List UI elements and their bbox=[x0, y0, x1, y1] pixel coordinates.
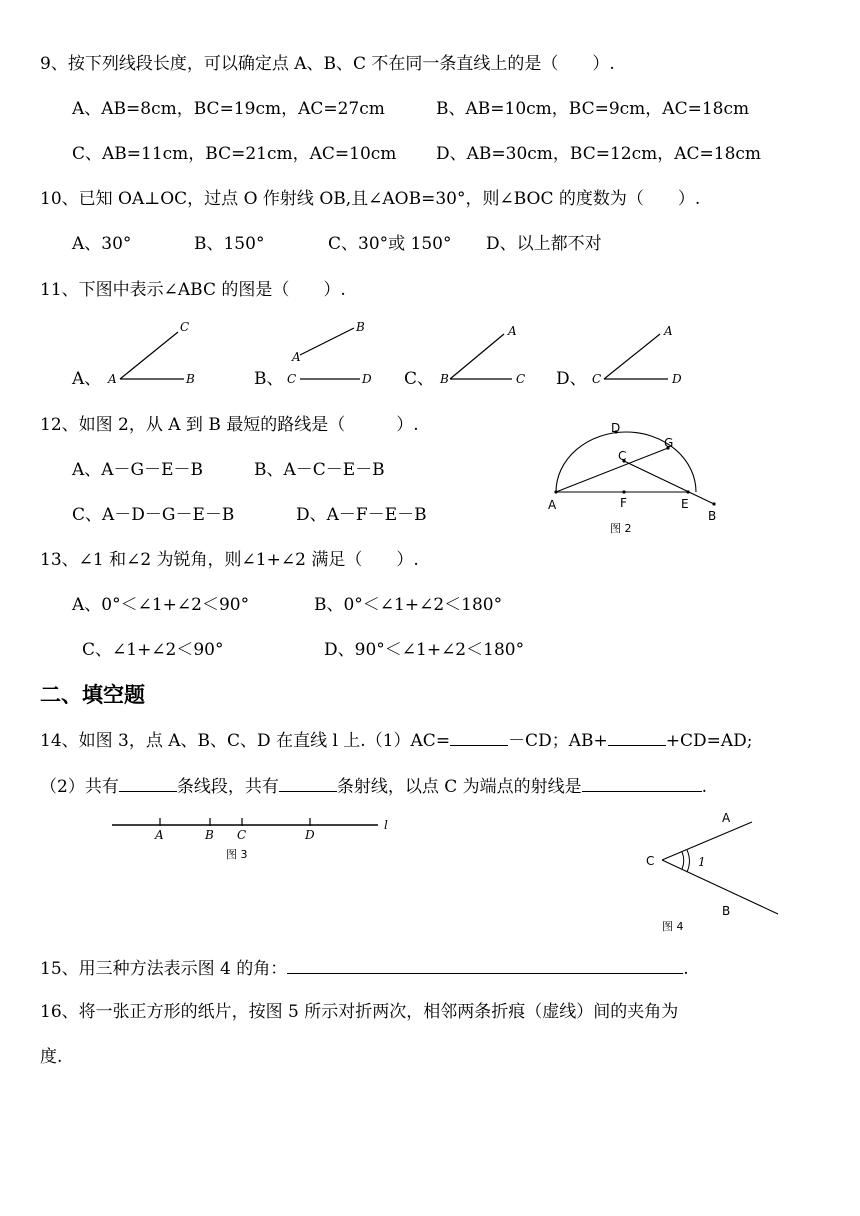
q13-option-a: A、0°＜∠1+∠2＜90° bbox=[72, 595, 250, 615]
q11-figure-b bbox=[284, 318, 384, 388]
q13-option-b: B、0°＜∠1+∠2＜180° bbox=[314, 595, 503, 615]
q11c-label-b: B bbox=[440, 372, 449, 386]
q15-text-2: . bbox=[683, 959, 689, 979]
q11-figure-c bbox=[438, 318, 538, 388]
fig2-label-f: F bbox=[620, 496, 627, 510]
fig4-label-b: B bbox=[722, 904, 731, 918]
fig2-label-a: A bbox=[548, 498, 557, 512]
q11-option-d: D、 bbox=[556, 369, 587, 389]
q14-line-2 bbox=[40, 773, 707, 799]
section-title-fill-in: 二、填空题 bbox=[40, 683, 145, 707]
q14-blank-3[interactable] bbox=[119, 773, 177, 792]
q12-option-c: C、A－D－G－E－B bbox=[72, 505, 235, 525]
q14-blank-1[interactable] bbox=[450, 727, 508, 746]
fig4-caption: 图 4 bbox=[662, 920, 684, 933]
q9-option-d: D、AB=30cm，BC=12cm，AC=18cm bbox=[436, 144, 762, 164]
q14-blank-5[interactable] bbox=[582, 773, 702, 792]
q13-option-c: C、∠1+∠2＜90° bbox=[82, 640, 224, 660]
q15-blank[interactable] bbox=[287, 955, 683, 974]
fig2-label-g: G bbox=[664, 436, 674, 450]
fig2-label-c: C bbox=[618, 449, 627, 463]
q12-figure-2 bbox=[540, 418, 730, 538]
q11d-label-c: C bbox=[592, 372, 602, 386]
q10-stem: 10、已知 OA⊥OC，过点 O 作射线 OB,且∠AOB=30°，则∠BOC 的度数为（ ）. bbox=[40, 189, 701, 209]
q9-stem: 9、按下列线段长度，可以确定点 A、B、C 不在同一条直线上的是（ ）. bbox=[40, 54, 615, 74]
fig3-label-d: D bbox=[305, 828, 315, 842]
q14-text-2: －CD；AB+ bbox=[508, 731, 608, 751]
q9-option-c: C、AB=11cm，BC=21cm，AC=10cm bbox=[72, 144, 397, 164]
fig3-label-b: B bbox=[205, 828, 214, 842]
q14-text-7: . bbox=[701, 777, 708, 797]
q12-stem: 12、如图 2，从 A 到 B 最短的路线是（ ）. bbox=[40, 415, 419, 435]
fig3-label-a: A bbox=[155, 828, 164, 842]
q11a-label-c: C bbox=[180, 320, 190, 334]
q14-text-6: 条射线，以点 C 为端点的射线是 bbox=[336, 777, 582, 797]
q10-option-c: C、30°或 150° bbox=[328, 234, 452, 254]
q13-stem: 13、∠1 和∠2 为锐角，则∠1+∠2 满足（ ）. bbox=[40, 550, 419, 570]
q9-option-a: A、AB=8cm，BC=19cm，AC=27cm bbox=[72, 99, 385, 119]
q11-option-b: B、 bbox=[254, 369, 284, 389]
q12-option-d: D、A－F－E－B bbox=[296, 505, 427, 525]
q12-option-a: A、A－G－E－B bbox=[72, 460, 204, 480]
q11-option-c: C、 bbox=[404, 369, 435, 389]
fig2-caption: 图 2 bbox=[610, 522, 632, 535]
q16-line-1: 16、将一张正方形的纸片，按图 5 所示对折两次，相邻两条折痕（虚线）间的夹角为 bbox=[40, 1002, 679, 1022]
q15-text-1: 15、用三种方法表示图 4 的角： bbox=[40, 959, 288, 979]
q11-figure-d bbox=[590, 318, 690, 388]
q9-option-b: B、AB=10cm，BC=9cm，AC=18cm bbox=[436, 99, 750, 119]
q11-stem: 11、下图中表示∠ABC 的图是（ ）. bbox=[40, 280, 346, 300]
q11c-label-a: A bbox=[508, 324, 517, 338]
q11b-label-c: C bbox=[287, 372, 297, 386]
q10-option-d: D、以上都不对 bbox=[486, 234, 602, 254]
q11-option-a: A、 bbox=[72, 369, 102, 389]
fig3-label-c: C bbox=[237, 828, 247, 842]
fig2-label-b: B bbox=[708, 509, 717, 523]
q14-figure-3 bbox=[108, 812, 398, 864]
q11d-label-a: A bbox=[664, 324, 673, 338]
q10-option-b: B、150° bbox=[194, 234, 265, 254]
q15-line bbox=[40, 955, 689, 981]
q11b-label-d: D bbox=[362, 372, 372, 386]
q16-line-2: 度. bbox=[40, 1047, 63, 1067]
fig3-label-l: l bbox=[384, 818, 388, 832]
fig4-label-c: C bbox=[646, 854, 655, 868]
fig4-label-a: A bbox=[722, 811, 731, 825]
figure-4 bbox=[640, 806, 790, 936]
q14-text-3: +CD=AD; bbox=[665, 731, 753, 751]
q14-text-4: （2）共有 bbox=[40, 777, 119, 797]
q13-option-d: D、90°＜∠1+∠2＜180° bbox=[324, 640, 525, 660]
fig4-label-angle-1: 1 bbox=[698, 855, 706, 869]
q14-text-1: 14、如图 3，点 A、B、C、D 在直线 l 上.（1）AC= bbox=[40, 731, 451, 751]
q11b-label-b: B bbox=[356, 320, 365, 334]
q14-blank-2[interactable] bbox=[608, 727, 666, 746]
q12-option-b: B、A－C－E－B bbox=[254, 460, 385, 480]
q11-figure-a bbox=[106, 318, 206, 388]
fig3-caption: 图 3 bbox=[226, 848, 248, 861]
q11b-label-a: A bbox=[292, 350, 301, 364]
q10-option-a: A、30° bbox=[72, 234, 132, 254]
q14-blank-4[interactable] bbox=[279, 773, 337, 792]
q14-text-5: 条线段，共有 bbox=[176, 777, 279, 797]
q11d-label-d: D bbox=[672, 372, 682, 386]
fig2-label-e: E bbox=[681, 497, 689, 511]
q11a-label-b: B bbox=[186, 372, 195, 386]
q11c-label-c: C bbox=[516, 372, 526, 386]
q11a-label-vertex: A bbox=[108, 372, 117, 386]
fig2-label-d: D bbox=[611, 421, 621, 435]
q14-line-1 bbox=[40, 727, 752, 753]
